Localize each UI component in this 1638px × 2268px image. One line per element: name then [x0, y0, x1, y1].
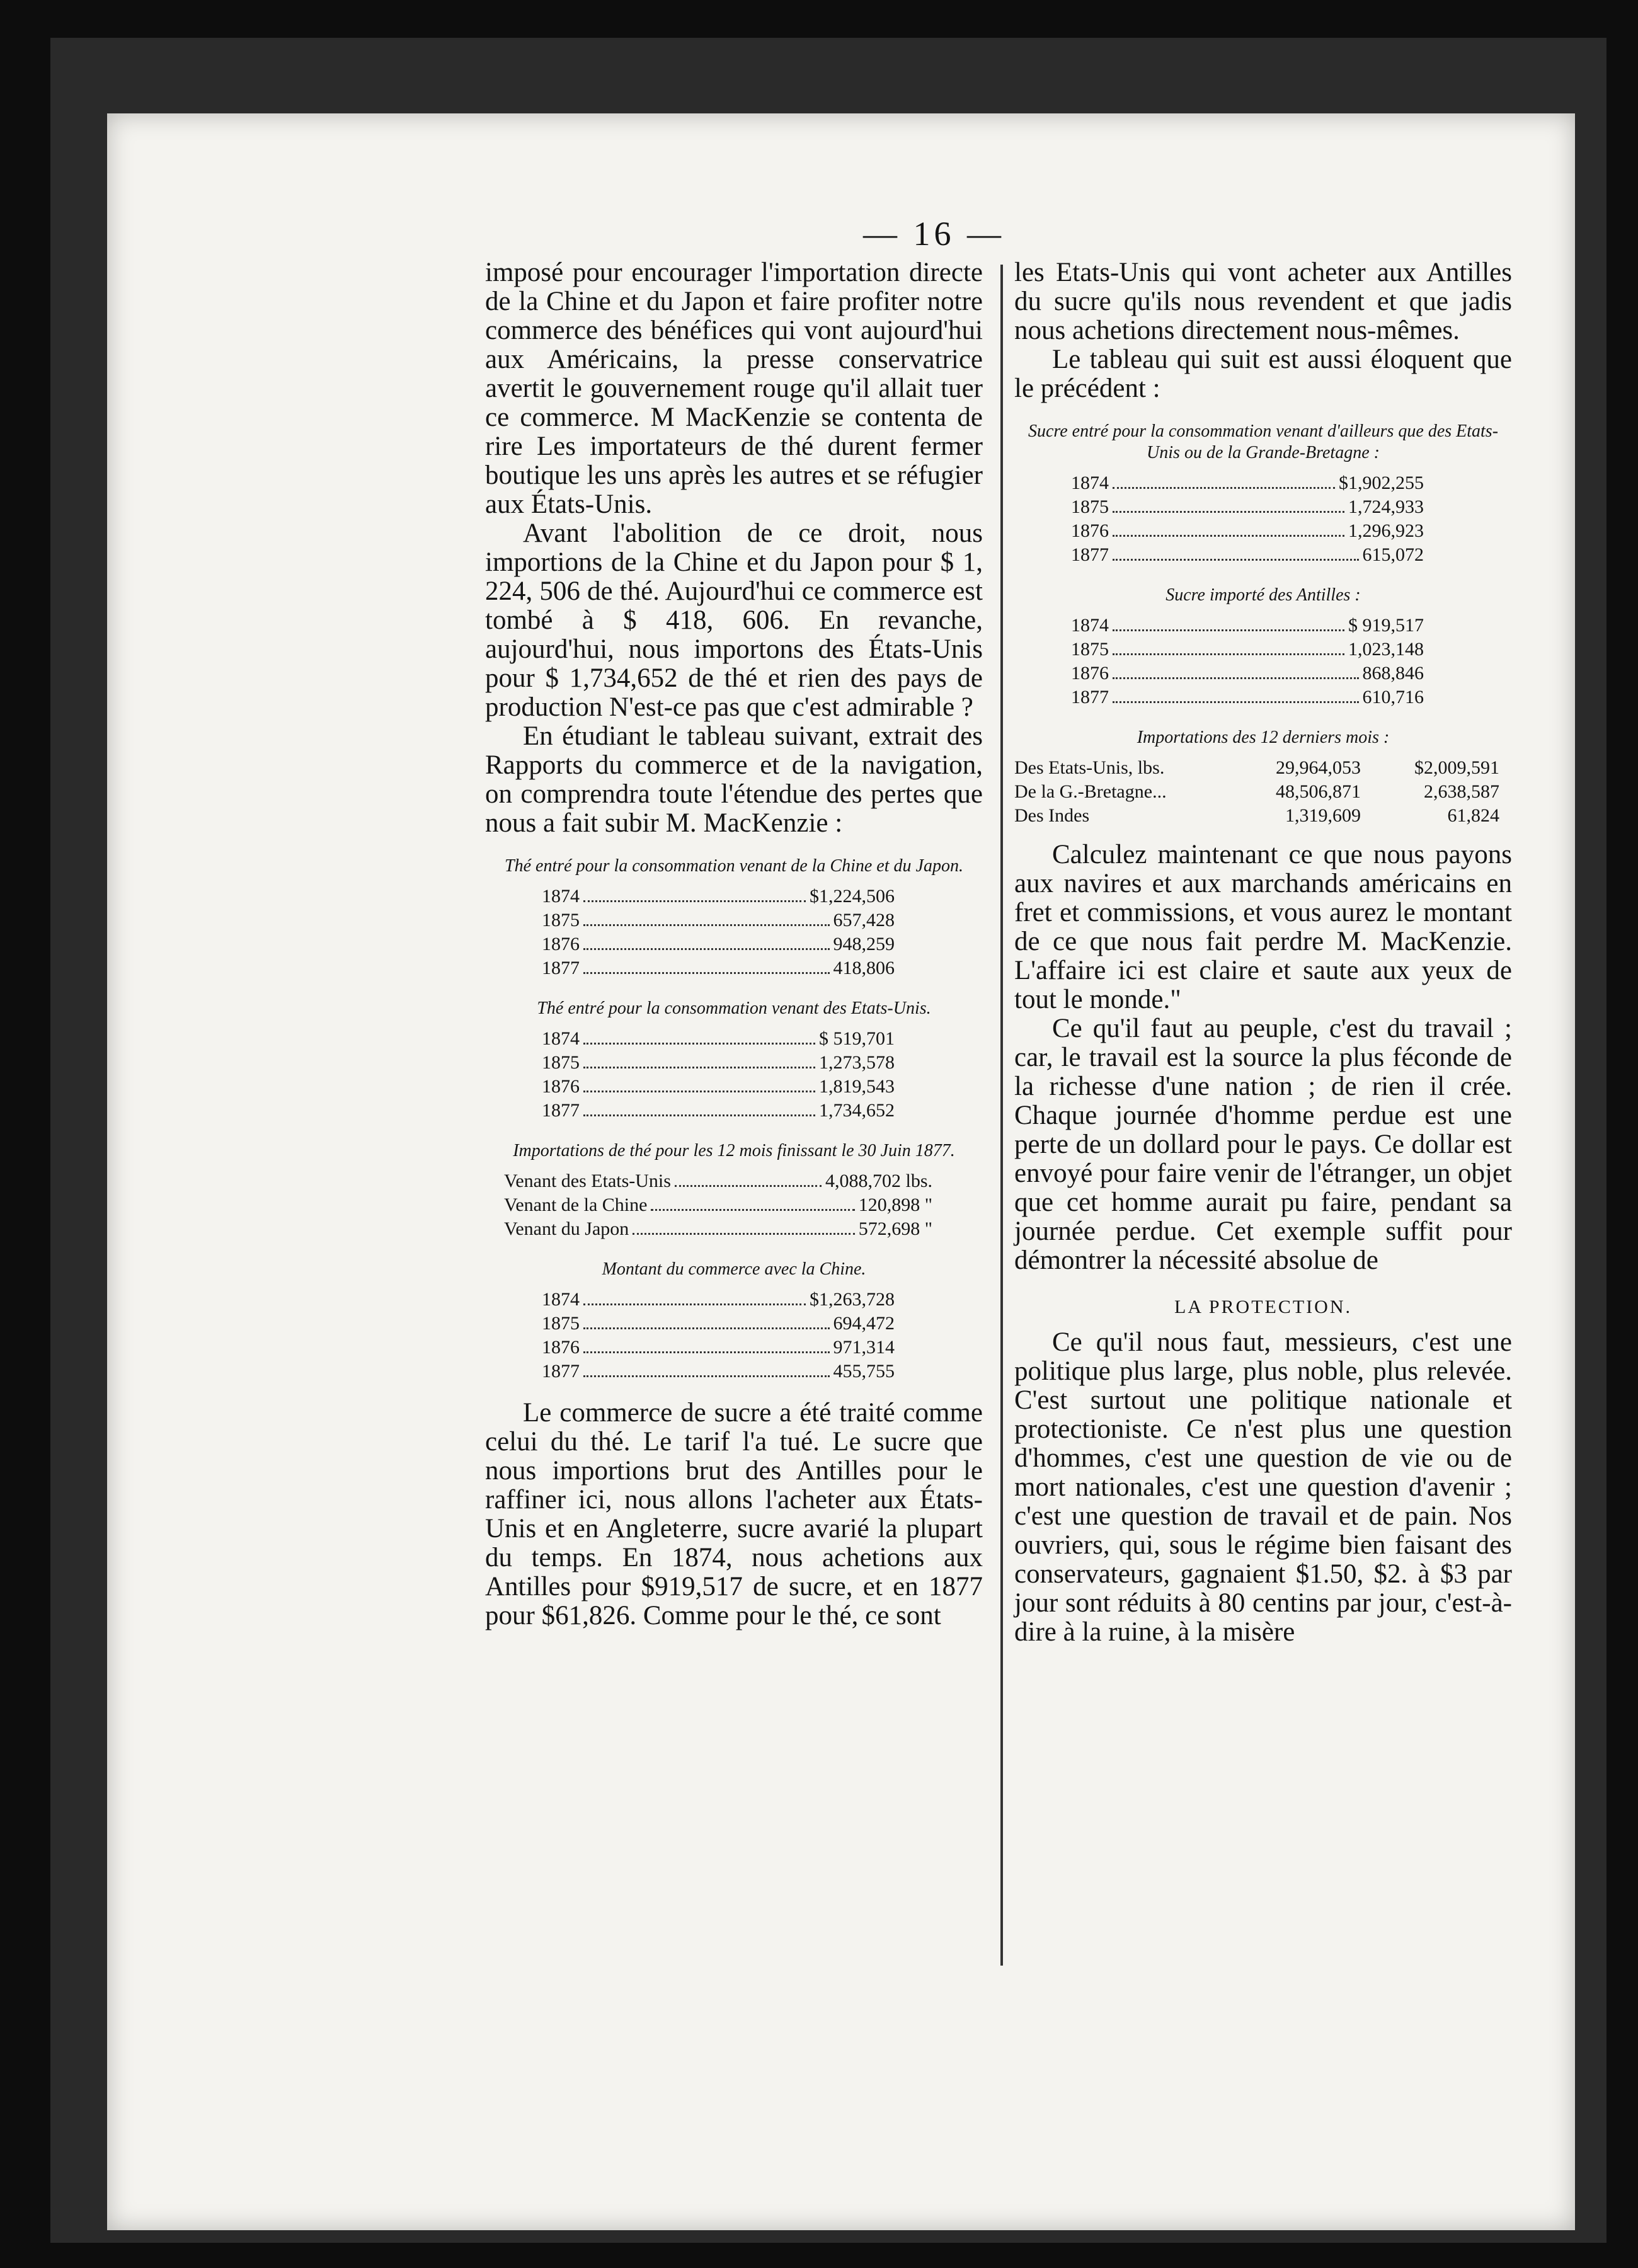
table-caption: Thé entré pour la consommation venant de la Chine et du Japon. [505, 856, 963, 876]
table-row: 1875 1,273,578 [542, 1052, 895, 1073]
table-row: 1876 868,846 [1071, 663, 1424, 684]
section-heading: LA PROTECTION. [1174, 1297, 1352, 1317]
tea-china-japan-table [542, 885, 983, 980]
table-row: De la G.-Bretagne... 48,506,871 2,638,587 [1014, 781, 1499, 802]
table-row: Venant des Etats-Unis 4,088,702 lbs. [504, 1171, 932, 1191]
table-caption: Thé entré pour la consommation venant des Etats-Unis. [537, 999, 931, 1018]
table-caption: Importations des 12 derniers mois : [1137, 728, 1390, 747]
table-row: 1877 1,734,652 [542, 1100, 895, 1121]
paragraph: En étudiant le tableau suivant, extrait des Rapports du commerce et de la navigation, on comprendra toute l'étendue des pertes que nous a fait subir M. MacKenzie : [485, 721, 983, 838]
table-row: 1877 418,806 [542, 958, 895, 978]
table-row: 1875 1,724,933 [1071, 496, 1424, 517]
table-row: Des Etats-Unis, lbs. 29,964,053 $2,009,591 [1014, 757, 1499, 778]
tea-us-table [542, 1027, 983, 1123]
table-caption: Importations de thé pour les 12 mois finissant le 30 Juin 1877. [513, 1141, 955, 1160]
table-row: Des Indes 1,319,609 61,824 [1014, 805, 1499, 826]
paragraph: imposé pour encourager l'importation directe de la Chine et du Japon et faire profiter notre commerce des bénéfices qui vont aujourd'hui aux Américains, la presse conservatrice avertit le gouvernement rouge qu'il allait tuer ce commerce. M MacKenzie se contenta de rire Les importateurs de thé durent fermer boutique les uns après les autres et se réfugier aux États-Unis. [485, 258, 983, 519]
table-row: 1874 $ 519,701 [542, 1028, 895, 1049]
sugar-imports-table [1014, 756, 1512, 828]
paragraph: les Etats-Unis qui vont acheter aux Antilles du sucre qu'ils nous revendent et que jadis nous achetions directement nous-mêmes. [1014, 258, 1512, 345]
table-row: 1874 $1,224,506 [542, 886, 895, 907]
sugar-other-table [1071, 471, 1512, 567]
right-column [1014, 258, 1512, 1647]
table-row: 1876 1,819,543 [542, 1076, 895, 1097]
table-row: 1874 $ 919,517 [1071, 615, 1424, 636]
paragraph: Avant l'abolition de ce droit, nous importions de la Chine et du Japon pour $ 1, 224, 506 de thé. Aujourd'hui ce commerce est tombé à $ 418, 606. En revanche, aujourd'hui, nous importons des États-Unis pour $ 1,734,652 de thé et rien des pays de production N'est-ce pas que c'est admirable ? [485, 518, 983, 722]
table-row: Venant de la Chine 120,898 " [504, 1194, 932, 1215]
china-trade-table [542, 1288, 983, 1383]
table-row: 1874 $1,263,728 [542, 1289, 895, 1310]
table-caption: Sucre entré pour la consommation venant d'ailleurs que des Etats-Unis ou de la Grande-Bretagne : [1028, 421, 1499, 462]
table-row: 1875 694,472 [542, 1313, 895, 1334]
table-row: 1877 455,755 [542, 1361, 895, 1382]
paragraph: Le commerce de sucre a été traité comme celui du thé. Le tarif l'a tué. Le sucre que nous importions brut des Antilles pour le raffiner ici, nous allons l'acheter aux États-Unis et en Angleterre, sucre avarié la plupart du temps. En 1874, nous achetions aux Antilles pour $919,517 de sucre, et en 1877 pour $61,826. Comme pour le thé, ce sont [485, 1398, 983, 1630]
tea-imports-table [504, 1169, 983, 1241]
table-caption: Sucre importé des Antilles : [1166, 585, 1361, 605]
table-row: 1876 971,314 [542, 1337, 895, 1358]
table-row: Venant du Japon 572,698 " [504, 1218, 932, 1239]
table-row: 1874 $1,902,255 [1071, 472, 1424, 493]
paragraph: Ce qu'il nous faut, messieurs, c'est une politique plus large, plus noble, plus relevée. C'est surtout une politique nationale et protectioniste. Ce n'est plus une question d'hommes, c'est une question de vie ou de mort nationales, c'est une question d'avenir ; c'est une question de travail et de pain. Nos ouvriers, qui, sous le régime bien faisant des conservateurs, gagnaient $1.50, $2. à $3 par jour sont réduits à 80 centins par jour, c'est-à-dire à la ruine, à la misère [1014, 1327, 1512, 1647]
column-rule [1000, 265, 1003, 1966]
paragraph: Ce qu'il faut au peuple, c'est du travail ; car, le travail est la source la plus féconde de la richesse d'une nation ; de rien il crée. Chaque journée d'homme perdue est une perte de un dollard pour le pays. Ce dollar est envoyé pour faire venir de l'étranger, un objet que cet homme aurait pu faire, pendant sa journée perdue. Cet exemple suffit pour démontrer la nécessité absolue de [1014, 1014, 1512, 1275]
table-row: 1875 657,428 [542, 910, 895, 931]
table-row: 1876 1,296,923 [1071, 520, 1424, 541]
left-column [485, 258, 983, 1630]
table-row: 1876 948,259 [542, 934, 895, 954]
page-number: — 16 — [863, 215, 1005, 253]
paragraph: Calculez maintenant ce que nous payons aux navires et aux marchands américains en fret et commissions, et vous aurez le montant de ce que nous fait perdre M. MacKenzie. L'affaire ici est claire et saute aux yeux de tout le monde." [1014, 840, 1512, 1014]
paragraph: Le tableau qui suit est aussi éloquent que le précédent : [1014, 345, 1512, 403]
table-row: 1877 615,072 [1071, 544, 1424, 565]
table-row: 1877 610,716 [1071, 687, 1424, 707]
sugar-antilles-table [1071, 614, 1512, 709]
table-row: 1875 1,023,148 [1071, 639, 1424, 660]
table-caption: Montant du commerce avec la Chine. [602, 1259, 866, 1279]
